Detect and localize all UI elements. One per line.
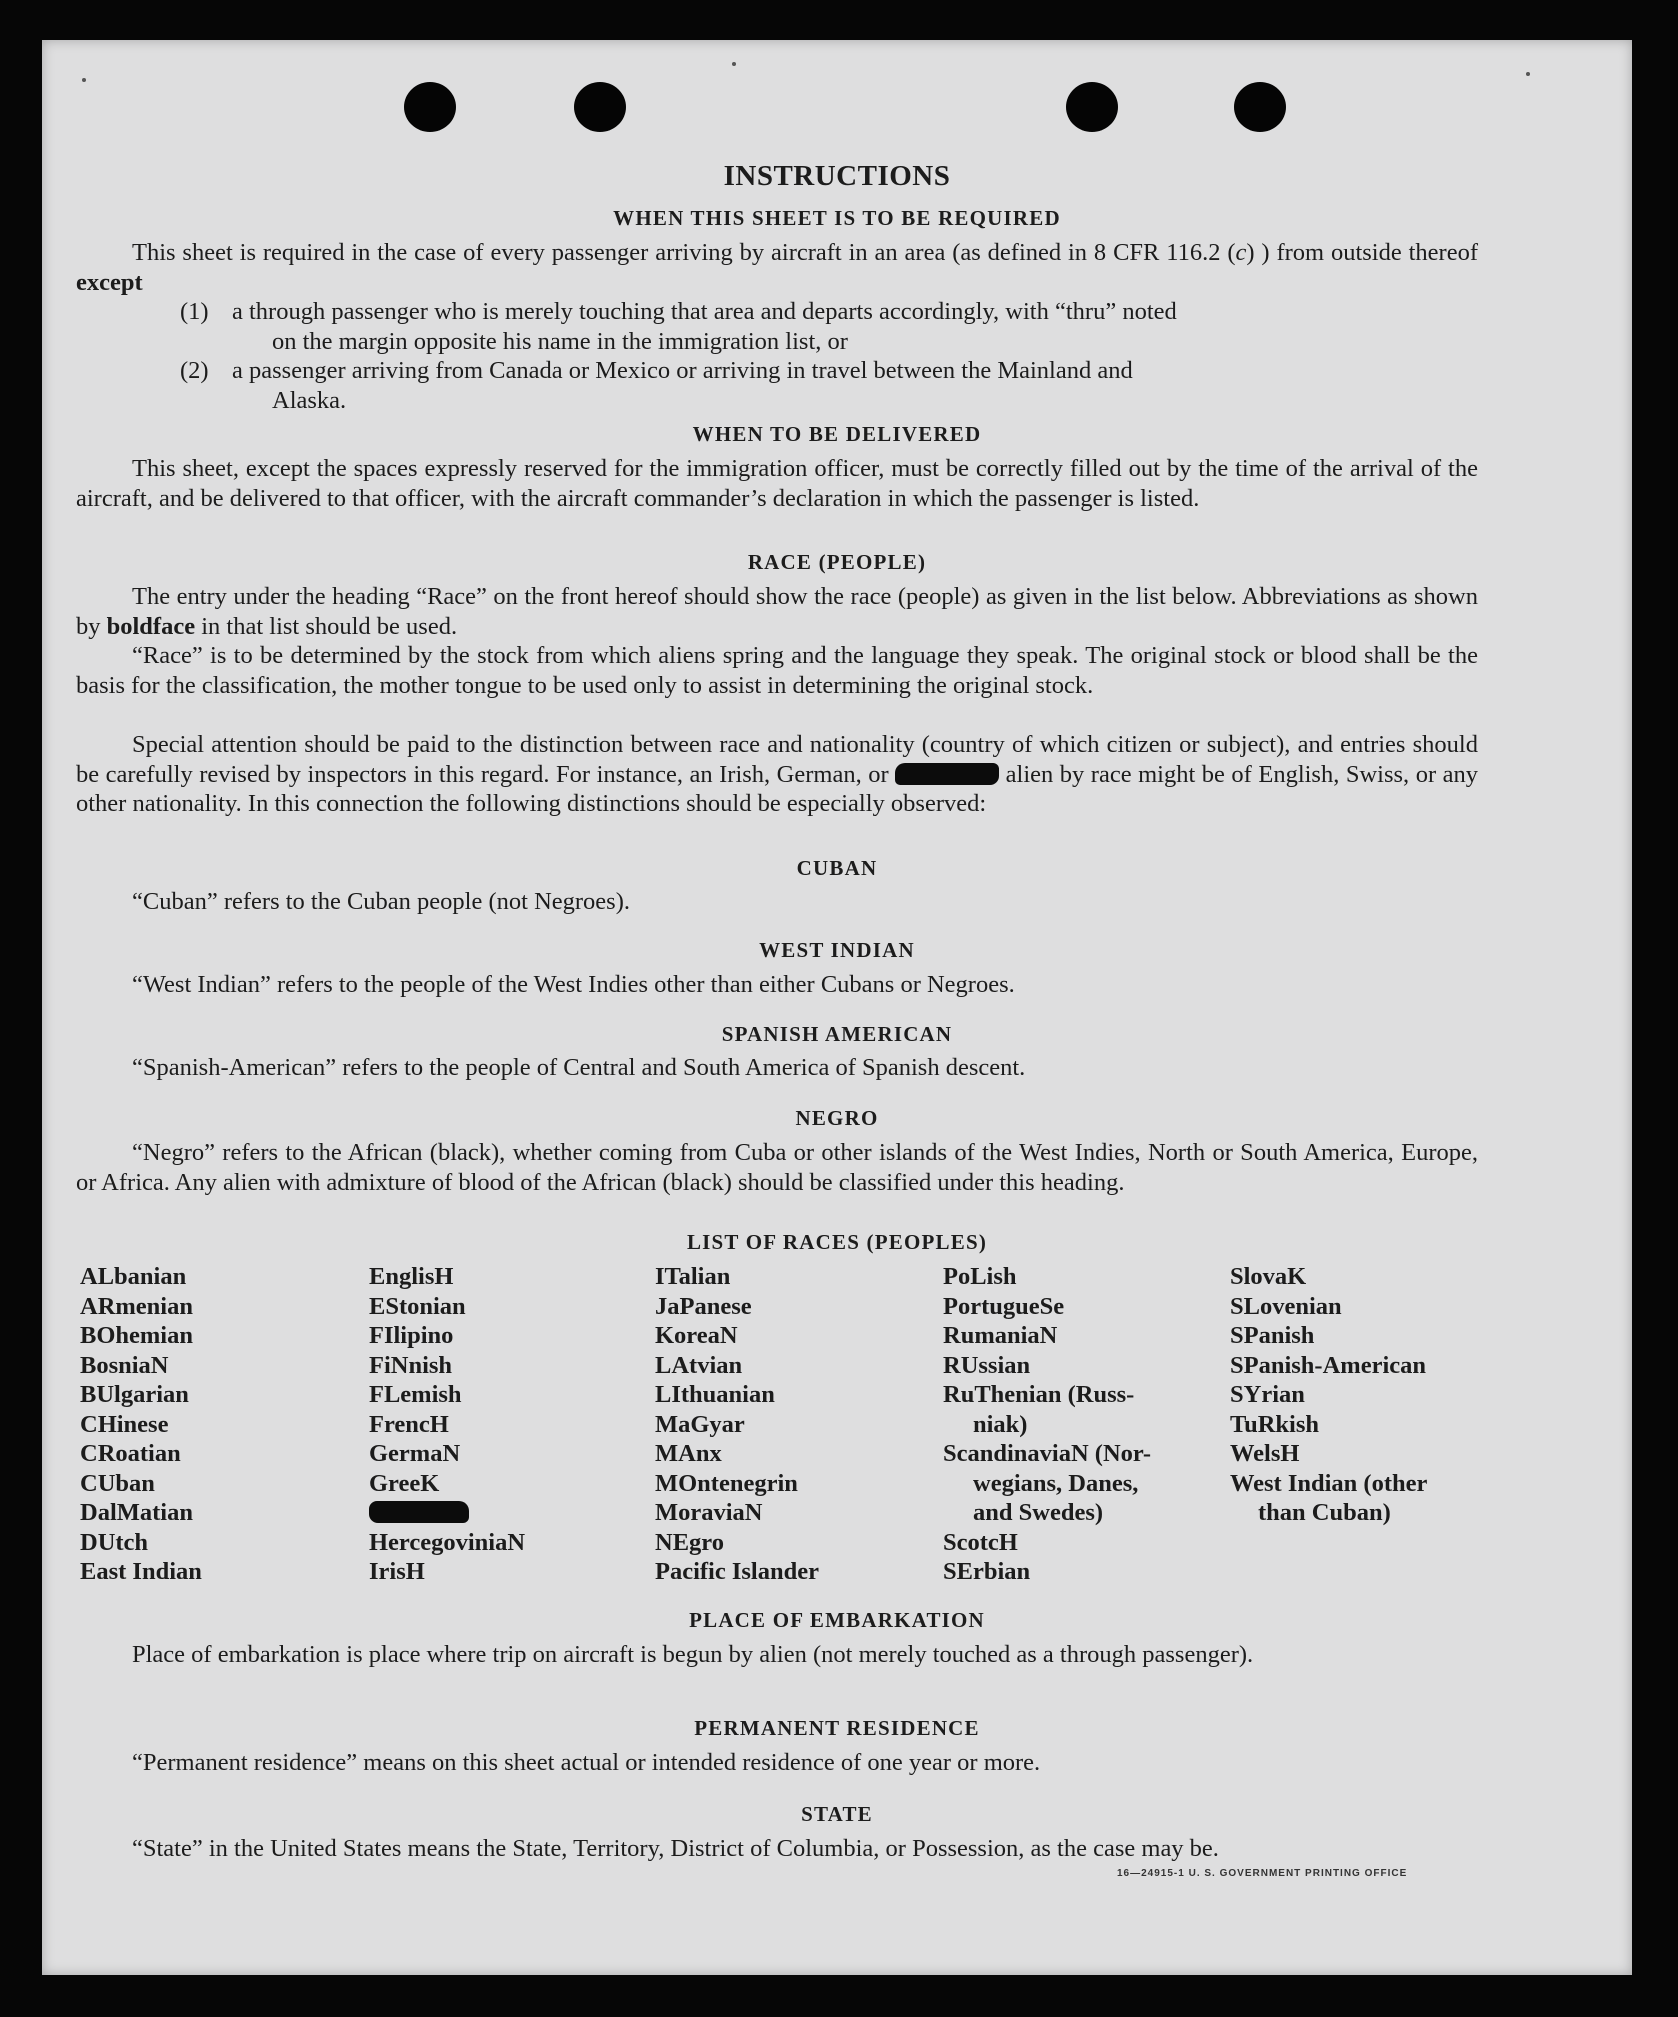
- race-list-column-2: [369, 1262, 525, 1587]
- race-list-entry: than Cuban): [1258, 1499, 1391, 1526]
- heading-list-of-races: LIST OF RACES (PEOPLES): [686, 1230, 988, 1254]
- race-list-entry: FLemish: [369, 1381, 462, 1408]
- heading-when-delivered: WHEN TO BE DELIVERED: [692, 422, 982, 446]
- race-list-entry: East Indian: [80, 1558, 202, 1585]
- race-list-entry: SLovenian: [1230, 1292, 1342, 1320]
- race-paragraph-2: “Race” is to be determined by the stock from which aliens spring and the language they speak. The original stock or blood shall be the basis for the classification, the mother tongue to be used only to assist in determining the original stock.: [76, 642, 1478, 699]
- race-list-entry: EStonian: [369, 1292, 466, 1320]
- race-list-entry: EnglisH: [369, 1263, 454, 1290]
- race-list-entry: LIthuanian: [655, 1381, 775, 1408]
- race-list-entry: SPanish: [1230, 1322, 1315, 1349]
- heading-permanent-residence: PERMANENT RESIDENCE: [694, 1716, 980, 1740]
- race-list-entry: RumaniaN: [943, 1322, 1058, 1349]
- state-text: “State” in the United States means the State, Territory, District of Columbia, or Possession, as the case may be.: [132, 1835, 1219, 1862]
- exception-item-1: (1) a through passenger who is merely touching that area and departs accordingly, with “thru” noted on the margin opposite his name in the immigration list, or: [180, 298, 1177, 355]
- race-list-entry: TuRkish: [1230, 1410, 1320, 1438]
- race-list-entry: LAtvian: [655, 1351, 743, 1379]
- race-list-entry: PortugueSe: [943, 1292, 1065, 1320]
- race-list-column-4: [943, 1262, 1151, 1587]
- race-list-column-3: [655, 1262, 819, 1587]
- spanish-american-text: “Spanish-American” refers to the people of Central and South America of Spanish descent.: [132, 1054, 1026, 1081]
- race-list-column-5: [1230, 1262, 1427, 1528]
- race-list-entry: WelsH: [1230, 1440, 1300, 1467]
- race-list-entry: wegians, Danes,: [973, 1469, 1139, 1497]
- paper-speck: [1526, 72, 1530, 76]
- printing-office-code: 16—24915-1 U. S. GOVERNMENT PRINTING OFFICE: [1117, 1868, 1408, 1879]
- punch-hole: [574, 82, 626, 132]
- punch-hole: [1234, 82, 1286, 132]
- race-list-entry: SlovaK: [1230, 1263, 1307, 1290]
- residence-text: “Permanent residence” means on this sheet actual or intended residence of one year or more.: [132, 1749, 1041, 1776]
- embarkation-text: Place of embarkation is place where trip on aircraft is begun by alien (not merely touched as a through passenger).: [132, 1641, 1254, 1668]
- heading-embarkation: PLACE OF EMBARKATION: [689, 1608, 985, 1632]
- punch-hole: [1066, 82, 1118, 132]
- race-list-entry: West Indian (other: [1230, 1469, 1428, 1497]
- cuban-text: “Cuban” refers to the Cuban people (not Negroes).: [132, 888, 630, 915]
- race-list-entry: SYrian: [1230, 1381, 1305, 1408]
- race-list-entry: BUlgarian: [80, 1381, 189, 1408]
- race-list-entry: and Swedes): [973, 1499, 1104, 1526]
- race-list-column-1: [80, 1262, 202, 1587]
- race-list-entry: SPanish-American: [1230, 1351, 1426, 1379]
- race-list-entry: DUtch: [80, 1528, 149, 1556]
- race-list-entry: GermaN: [369, 1440, 461, 1467]
- race-list-entry: BOhemian: [80, 1322, 193, 1349]
- race-list-entry: RUssian: [943, 1351, 1031, 1379]
- race-list-entry: ITalian: [655, 1263, 731, 1290]
- race-list-entry: FIlipino: [369, 1322, 454, 1349]
- page-title: INSTRUCTIONS: [723, 160, 951, 192]
- race-list-entry-redacted: [369, 1498, 525, 1528]
- race-list-entry: MaGyar: [655, 1410, 745, 1438]
- race-list-entry: HercegoviniaN: [369, 1528, 526, 1556]
- race-list-entry: DalMatian: [80, 1499, 193, 1526]
- redaction-mark: [369, 1501, 469, 1523]
- race-list-entry: NEgro: [655, 1528, 724, 1556]
- race-list-entry: JaPanese: [655, 1292, 752, 1320]
- race-paragraph-3: Special attention should be paid to the distinction between race and nationality (country of which citizen or subject), and entries should be carefully revised by inspectors in this regard. For instance, an Irish, German, or alien by race might be of English, Swiss, or any other nationality. In this connection the following distinctions should be especially observed:: [76, 731, 1478, 817]
- race-list-entry: RuThenian (Russ-: [943, 1381, 1135, 1408]
- heading-negro: NEGRO: [795, 1106, 879, 1130]
- race-list-entry: IrisH: [369, 1558, 425, 1585]
- race-list-entry: CHinese: [80, 1410, 169, 1438]
- delivered-text: This sheet, except the spaces expressly reserved for the immigration officer, must be correctly filled out by the time of the arrival of the aircraft, and be delivered to that officer, with the aircraft commander’s declaration in which the passenger is listed.: [76, 455, 1478, 512]
- race-list-entry: MoraviaN: [655, 1499, 763, 1526]
- race-list-entry: CUban: [80, 1469, 155, 1497]
- heading-state: STATE: [801, 1802, 873, 1826]
- heading-when-required: WHEN THIS SHEET IS TO BE REQUIRED: [613, 206, 1061, 230]
- heading-west-indian: WEST INDIAN: [759, 938, 915, 962]
- negro-text: “Negro” refers to the African (black), whether coming from Cuba or other islands of the West Indies, North or South America, Europe, or Africa. Any alien with admixture of blood of the African (black) should be classified under this heading.: [76, 1139, 1478, 1196]
- race-list-entry: GreeK: [369, 1469, 440, 1497]
- race-list-entry: MAnx: [655, 1440, 722, 1467]
- exception-item-2: (2) a passenger arriving from Canada or Mexico or arriving in travel between the Mainland and Alaska.: [180, 357, 1133, 414]
- race-list-entry: CRoatian: [80, 1440, 181, 1467]
- race-list-entry: KoreaN: [655, 1322, 738, 1349]
- race-list-entry: ScandinaviaN (Nor-: [943, 1440, 1152, 1467]
- paper-speck: [82, 78, 86, 82]
- race-list-entry: MOntenegrin: [655, 1469, 798, 1497]
- race-list-entry: Pacific Islander: [655, 1558, 819, 1585]
- instruction-sheet: [42, 40, 1632, 1975]
- race-list-entry: FiNnish: [369, 1351, 453, 1379]
- race-list-entry: ARmenian: [80, 1292, 193, 1320]
- race-list-entry: PoLish: [943, 1263, 1017, 1290]
- race-list-entry: niak): [973, 1410, 1028, 1438]
- race-paragraph-1: The entry under the heading “Race” on the front hereof should show the race (people) as given in the list below. Abbreviations as shown by boldface in that list should be used.: [76, 583, 1478, 640]
- required-intro: This sheet is required in the case of every passenger arriving by aircraft in an area (as defined in 8 CFR 116.2 (c) ) from outside thereof except: [76, 239, 1478, 296]
- punch-hole: [404, 82, 456, 132]
- heading-spanish-american: SPANISH AMERICAN: [721, 1022, 953, 1046]
- heading-race: RACE (PEOPLE): [747, 550, 927, 574]
- race-list-entry: SErbian: [943, 1558, 1031, 1585]
- race-list-entry: ScotcH: [943, 1528, 1018, 1556]
- race-list-entry: ALbanian: [80, 1263, 187, 1290]
- race-list-entry: BosniaN: [80, 1351, 169, 1379]
- west-indian-text: “West Indian” refers to the people of the West Indies other than either Cubans or Negroes.: [132, 971, 1015, 998]
- race-list-entry: FrencH: [369, 1410, 449, 1438]
- redaction-mark: [895, 763, 999, 785]
- heading-cuban: CUBAN: [796, 856, 878, 880]
- paper-speck: [732, 62, 736, 66]
